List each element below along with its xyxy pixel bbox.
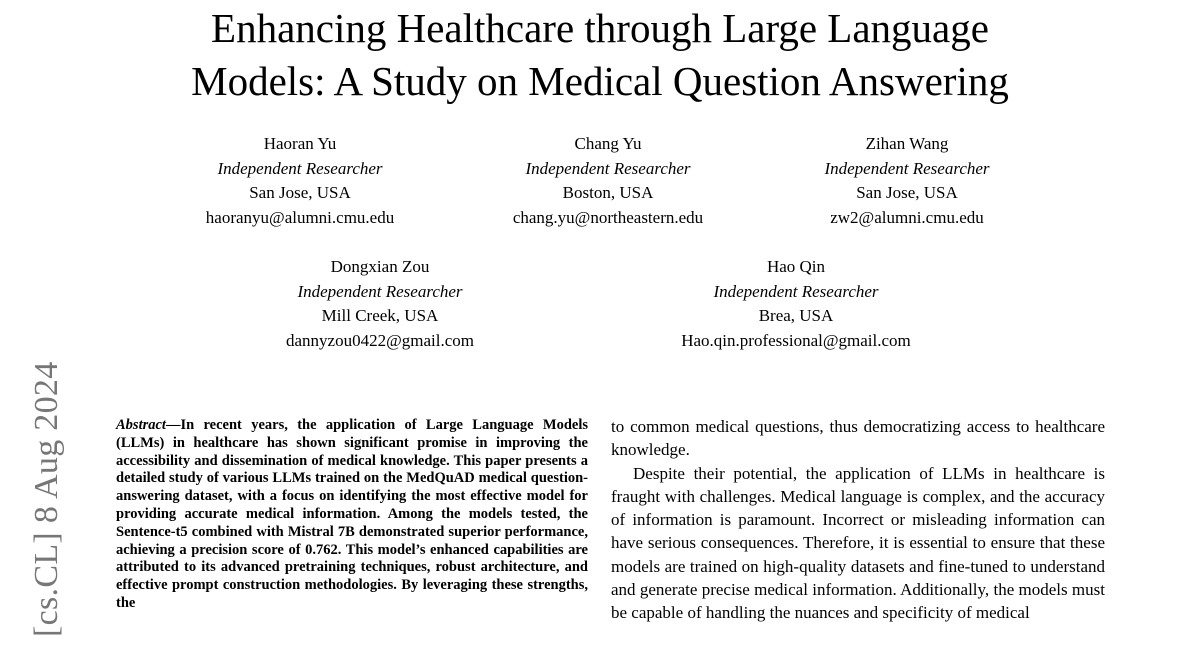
author-name: Zihan Wang [865,134,949,153]
title-line-1: Enhancing Healthcare through Large Language [211,5,989,51]
author-affiliation: Independent Researcher [824,158,990,178]
title-line-2: Models: A Study on Medical Question Answering [191,58,1009,104]
author-block [458,132,758,230]
author-location: San Jose, USA [249,183,351,202]
author-affiliation: Independent Researcher [297,281,463,301]
abstract [116,417,588,613]
author-name: Haoran Yu [263,134,337,153]
body-column-right [611,415,1105,625]
author-email: chang.yu@northeastern.edu [512,207,704,227]
body-paragraph: to common medical questions, thus democratizing access to healthcare knowledge. [611,417,1105,460]
author-location: Mill Creek, USA [321,306,439,325]
author-name: Dongxian Zou [330,257,430,276]
author-block [757,132,1057,230]
author-name: Chang Yu [574,134,642,153]
abstract-label: Abstract [116,417,166,433]
author-affiliation: Independent Researcher [217,158,383,178]
author-affiliation: Independent Researcher [525,158,691,178]
author-block [150,132,450,230]
body-paragraph: Despite their potential, the application of LLMs in healthcare is fraught with challenges. Medical language is complex, and the accuracy of information is paramount. Incorrect or misleading information can have serious consequences. Therefore, it is essential to ensure that these models are trained on high-quality datasets and fine-tuned to understand and generate precise medical information. Additionally, the models must be capable of handling the nuances and specificity of medical [611,463,1105,623]
author-block [230,255,530,353]
paper-title [0,2,1200,108]
abstract-text: —In recent years, the application of Large Language Models (LLMs) in healthcare has shown significant promise in improving the accessibility and dissemination of medical knowledge. This paper presents a detailed study of various LLMs trained on the MedQuAD medical question-answering dataset, with a focus on identifying the most effective model for providing accurate medical information. Among the models tested, the Sentence-t5 combined with Mistral 7B demonstrated superior performance, achieving a precision score of 0.762. This model’s enhanced capabilities are attributed to its advanced pretraining techniques, robust architecture, and effective prompt construction methodologies. By leveraging these strengths, the [116,417,588,611]
author-location: Brea, USA [758,306,834,325]
author-email: haoranyu@alumni.cmu.edu [205,207,395,227]
author-email: zw2@alumni.cmu.edu [830,207,984,227]
author-location: San Jose, USA [856,183,958,202]
arxiv-stamp: [cs.CL] 8 Aug 2024 [28,361,65,637]
author-affiliation: Independent Researcher [713,281,879,301]
author-email: dannyzou0422@gmail.com [286,330,474,350]
author-location: Boston, USA [562,183,654,202]
author-name: Hao Qin [766,257,826,276]
author-block [646,255,946,353]
author-email: Hao.qin.professional@gmail.com [681,330,911,350]
